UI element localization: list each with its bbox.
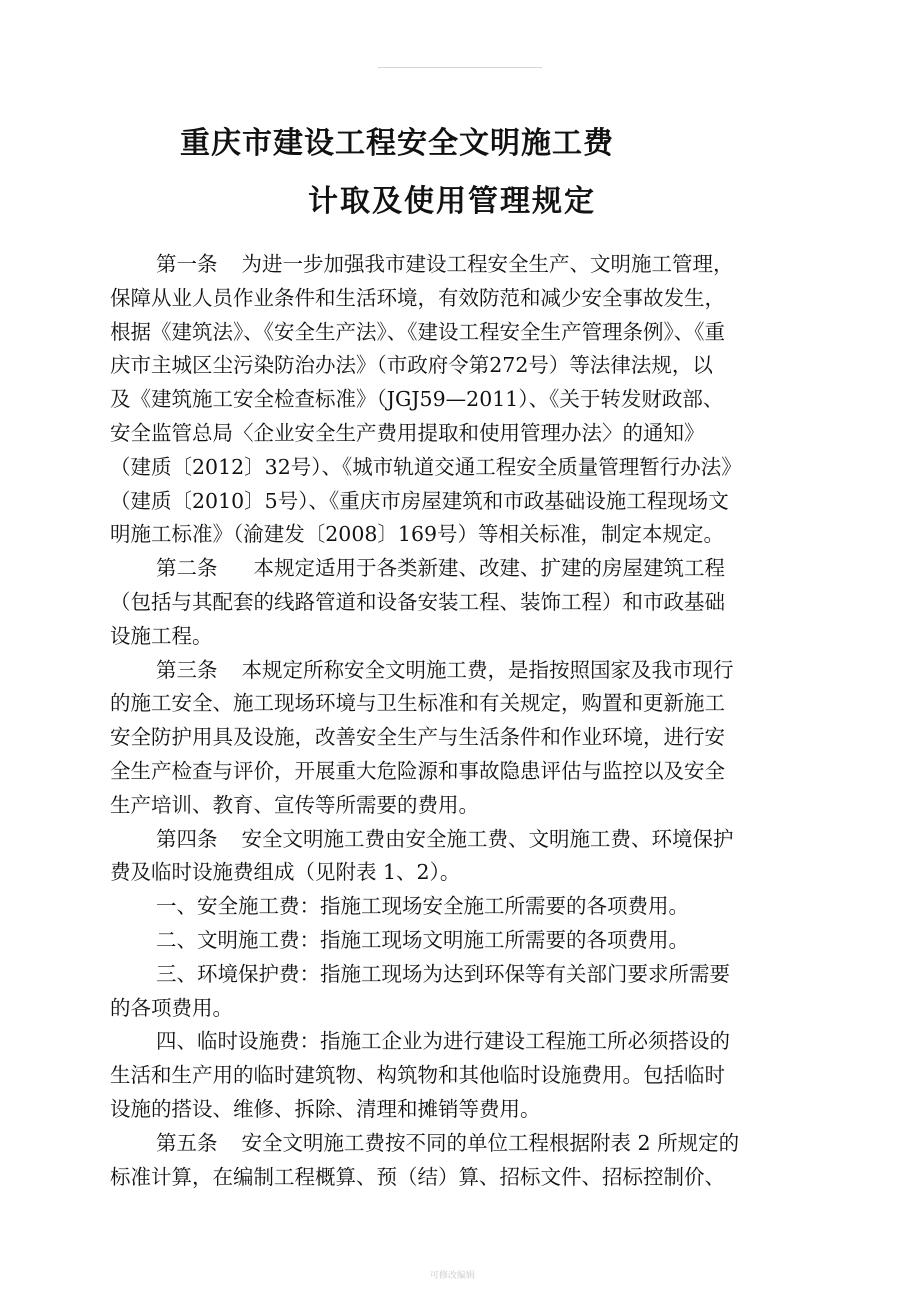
article-1-line: 保障从业人员作业条件和生活环境，有效防范和减少安全事故发生， <box>110 285 725 310</box>
item-environment-fee-cont: 的各项费用。 <box>110 995 233 1020</box>
article-1-line: （建质〔2012〕32号）、《城市轨道交通工程安全质量管理暂行办法》 <box>110 454 742 479</box>
header-rule <box>378 67 542 68</box>
article-3-line: 全生产检查与评价，开展重大危险源和事故隐患评估与监控以及安全 <box>110 758 725 783</box>
item-safety-fee: 一、安全施工费：指施工现场安全施工所需要的各项费用。 <box>156 894 689 919</box>
article-4-line: 费及临时设施费组成（见附表 1、2）。 <box>110 860 461 885</box>
item-temporary-fee: 四、临时设施费：指施工企业为进行建设工程施工所必须搭设的 <box>156 1029 730 1054</box>
article-3-line: 安全防护用具及设施，改善安全生产与生活条件和作业环境，进行安 <box>110 725 725 750</box>
article-1-line: 明施工标准》（渝建发〔2008〕169号）等相关标准，制定本规定。 <box>110 522 725 547</box>
article-1-line: 根据《建筑法》、《安全生产法》、《建设工程安全生产管理条例》、《重 <box>110 319 725 344</box>
article-2-line: （包括与其配套的线路管道和设备安装工程、装饰工程）和市政基础 <box>110 589 725 614</box>
item-civilized-fee: 二、文明施工费：指施工现场文明施工所需要的各项费用。 <box>156 927 689 952</box>
article-4-line: 第四条 安全文明施工费由安全施工费、文明施工费、环境保护 <box>156 826 734 851</box>
article-3-line: 的施工安全、施工现场环境与卫生标准和有关规定，购置和更新施工 <box>110 691 725 716</box>
article-5-line: 标准计算，在编制工程概算、预（结）算、招标文件、招标控制价、 <box>110 1164 725 1189</box>
item-temporary-fee-cont: 设施的搭设、维修、拆除、清理和摊销等费用。 <box>110 1096 541 1121</box>
article-1-line: （建质〔2010〕5号）、《重庆市房屋建筑和市政基础设施工程现场文 <box>110 488 729 513</box>
article-4-label: 第四条 <box>156 826 218 851</box>
footer-watermark: 可修改编辑 <box>430 1271 476 1281</box>
document-body <box>110 248 830 1194</box>
article-5-label: 第五条 <box>156 1130 218 1155</box>
article-1-line: 安全监管总局〈企业安全生产费用提取和使用管理办法〉的通知》 <box>110 420 705 445</box>
article-1-line: 第一条 为进一步加强我市建设工程安全生产、文明施工管理， <box>156 252 734 276</box>
item-temporary-fee-cont: 生活和生产用的临时建筑物、构筑物和其他临时设施费用。包括临时 <box>110 1063 725 1088</box>
article-2-line: 第二条 本规定适用于各类新建、改建、扩建的房屋建筑工程 <box>156 556 725 581</box>
article-3-line: 第三条 本规定所称安全文明施工费，是指按照国家及我市现行 <box>156 657 734 682</box>
document-title-line-2: 计取及使用管理规定 <box>308 184 596 219</box>
article-3-label: 第三条 <box>156 657 218 682</box>
article-5-line: 第五条 安全文明施工费按不同的单位工程根据附表 2 所规定的 <box>156 1130 740 1155</box>
article-1-label: 第一条 <box>156 252 218 276</box>
article-2-label: 第二条 <box>156 556 218 581</box>
item-environment-fee: 三、环境保护费：指施工现场为达到环保等有关部门要求所需要 <box>156 961 730 986</box>
article-2-line: 设施工程。 <box>110 623 213 648</box>
article-1-line: 庆市主城区尘污染防治办法》（市政府令第272号）等法律法规，以 <box>110 353 713 378</box>
article-1-line: 及《建筑施工安全检查标准》（JGJ59—2011）、《关于转发财政部、 <box>110 387 724 412</box>
article-3-line: 生产培训、教育、宣传等所需要的费用。 <box>110 792 479 817</box>
document-title-line-1: 重庆市建设工程安全文明施工费 <box>180 126 614 161</box>
